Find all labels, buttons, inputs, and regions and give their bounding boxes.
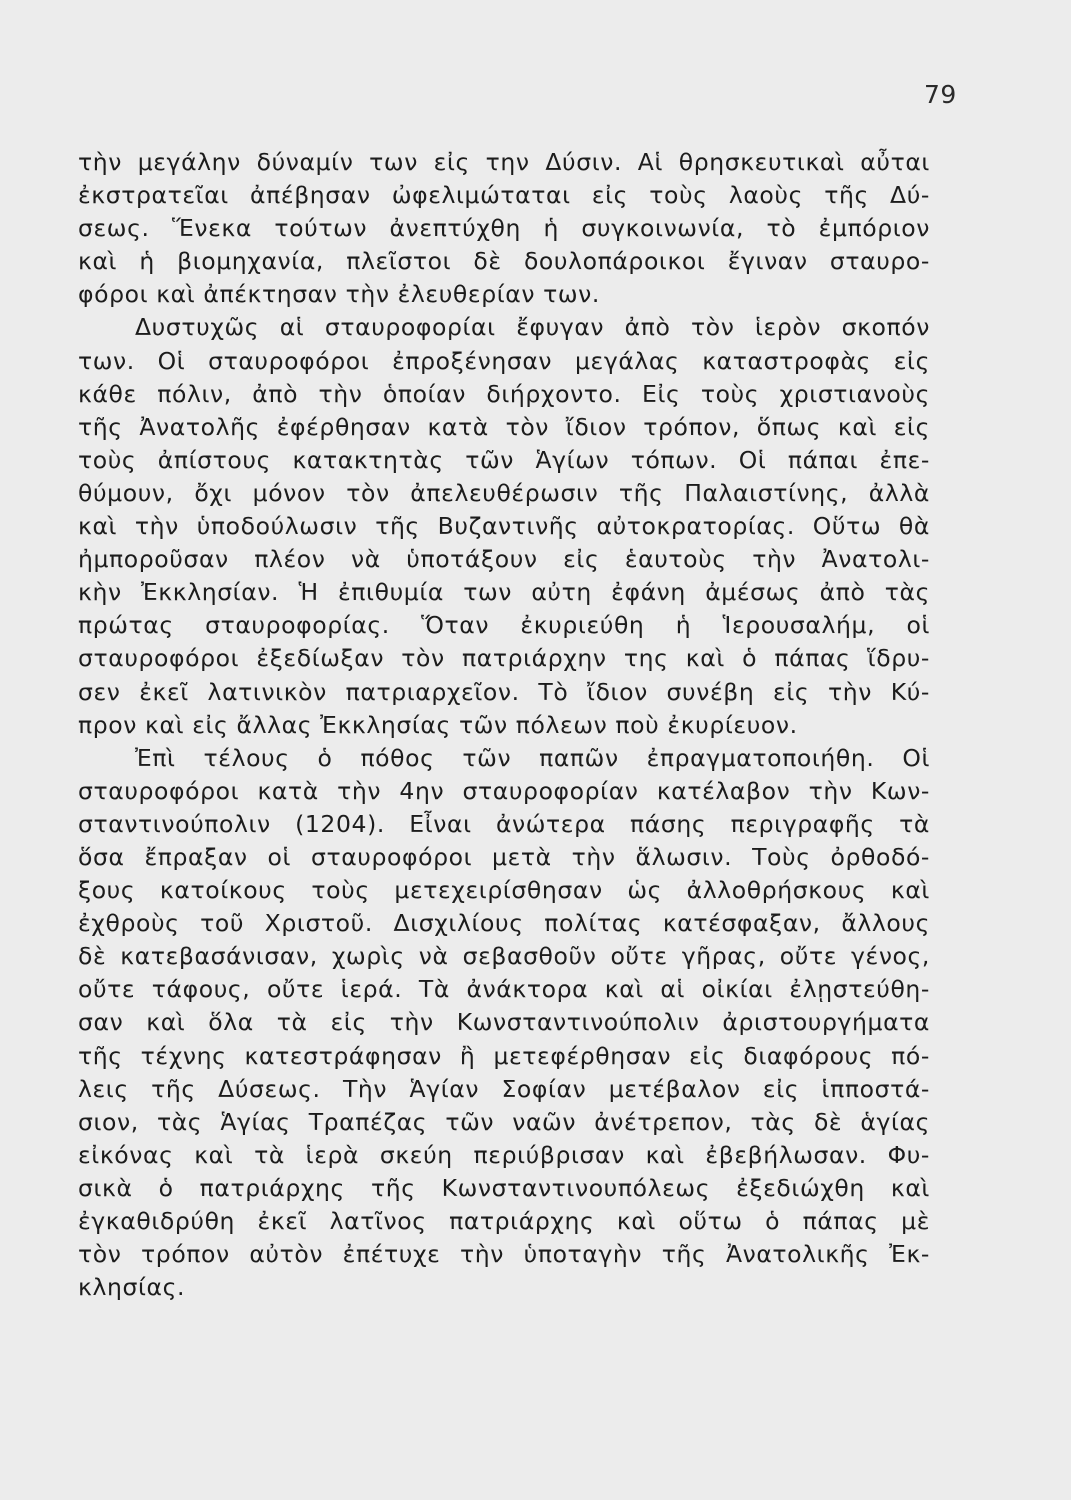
text-line: σταυροφόροι ἐξεδίωξαν τὸν πατριάρχην της καὶ ὁ πάπας ἵδρυ- xyxy=(78,644,930,673)
text-line: λεις τῆς Δύσεως. Τὴν Ἁγίαν Σοφίαν μετέβαλον εἰς ἱπποστά- xyxy=(78,1074,930,1103)
text-line: τῆς τέχνης κατεστράφησαν ἢ μετεφέρθησαν εἰς διαφόρους πό- xyxy=(78,1041,930,1070)
text-line: καὶ ἡ βιομηχανία, πλεῖστοι δὲ δουλοπάροικοι ἔγιναν σταυρο- xyxy=(78,247,930,276)
text-line: φόροι καὶ ἀπέκτησαν τὴν ἐλευθερίαν των. xyxy=(78,280,600,309)
text-line: σικὰ ὁ πατριάρχης τῆς Κωνσταντινουπόλεως ἐξεδιώχθη καὶ xyxy=(78,1173,930,1202)
body-text xyxy=(78,146,930,1304)
text-line: δὲ κατεβασάνισαν, χωρὶς νὰ σεβασθοῦν οὔτε γῆρας, οὔτε γένος, xyxy=(78,942,930,971)
text-line: κάθε πόλιν, ἀπὸ τὴν ὁποίαν διήρχοντο. Εἰς τοὺς χριστιανοὺς xyxy=(78,379,930,408)
text-line: εἰκόνας καὶ τὰ ἱερὰ σκεύη περιύβρισαν καὶ ἐβεβήλωσαν. Φυ- xyxy=(78,1140,930,1169)
text-line: πρώτας σταυροφορίας. Ὅταν ἐκυριεύθη ἡ Ἱερουσαλήμ, οἱ xyxy=(78,611,930,640)
text-line: καὶ τὴν ὑποδούλωσιν τῆς Βυζαντινῆς αὐτοκρατορίας. Οὕτω θὰ xyxy=(78,512,930,541)
text-line: σεν ἐκεῖ λατινικὸν πατριαρχεῖον. Τὸ ἴδιον συνέβη εἰς τὴν Κύ- xyxy=(78,677,930,706)
paragraph-start-line: Ἐπὶ τέλους ὁ πόθος τῶν παπῶν ἐπραγματοποιήθη. Οἱ xyxy=(135,743,930,772)
text-line: οὔτε τάφους, οὔτε ἱερά. Τὰ ἀνάκτορα καὶ αἱ οἰκίαι ἐλῃστεύθη- xyxy=(78,975,930,1004)
paragraph-start-line: Δυστυχῶς αἱ σταυροφορίαι ἔφυγαν ἀπὸ τὸν ἱερὸν σκοπόν xyxy=(135,313,930,342)
text-line: ξους κατοίκους τοὺς μετεχειρίσθησαν ὡς ἀλλοθρήσκους καὶ xyxy=(78,876,930,905)
text-line: σταυροφόροι κατὰ τὴν 4ην σταυροφορίαν κατέλαβον τὴν Κων- xyxy=(78,776,930,805)
text-line: σιον, τὰς Ἁγίας Τραπέζας τῶν ναῶν ἀνέτρεπον, τὰς δὲ ἁγίας xyxy=(78,1107,930,1136)
text-line: ἠμποροῦσαν πλέον νὰ ὑποτάξουν εἰς ἑαυτοὺς τὴν Ἀνατολι- xyxy=(78,545,930,574)
text-line: σαν καὶ ὅλα τὰ εἰς τὴν Κωνσταντινούπολιν ἀριστουργήματα xyxy=(78,1008,930,1037)
text-line: τὴν μεγάλην δύναμίν των εἰς την Δύσιν. Αἱ θρησκευτικαὶ αὖται xyxy=(78,148,930,176)
text-line: τῆς Ἀνατολῆς ἐφέρθησαν κατὰ τὸν ἴδιον τρόπον, ὅπως καὶ εἰς xyxy=(78,412,930,441)
page-number: 79 xyxy=(924,80,957,109)
text-line: προν καὶ εἰς ἄλλας Ἐκκλησίας τῶν πόλεων ποὺ ἐκυρίευον. xyxy=(78,710,798,739)
text-line: κλησίας. xyxy=(78,1273,186,1302)
text-line: σεως. Ἕνεκα τούτων ἀνεπτύχθη ἡ συγκοινωνία, τὸ ἐμπόριον xyxy=(78,214,930,243)
text-line: ἐγκαθιδρύθη ἐκεῖ λατῖνος πατριάρχης καὶ οὕτω ὁ πάπας μὲ xyxy=(78,1207,930,1235)
text-line: ἐκστρατεῖαι ἀπέβησαν ὠφελιμώταται εἰς τοὺς λαοὺς τῆς Δύ- xyxy=(78,181,930,210)
text-line: σταντινούπολιν (1204). Εἶναι ἀνώτερα πάσης περιγραφῆς τὰ xyxy=(78,809,930,838)
text-line: θύμουν, ὄχι μόνον τὸν ἀπελευθέρωσιν τῆς Παλαιστίνης, ἀλλὰ xyxy=(78,478,930,507)
text-line: τὸν τρόπον αὐτὸν ἐπέτυχε τὴν ὑποταγὴν τῆς Ἀνατολικῆς Ἐκ- xyxy=(78,1240,930,1269)
text-line: κὴν Ἐκκλησίαν. Ἡ ἐπιθυμία των αὐτη ἐφάνη ἀμέσως ἀπὸ τὰς xyxy=(78,578,930,607)
text-line: ἐχθροὺς τοῦ Χριστοῦ. Δισχιλίους πολίτας κατέσφαξαν, ἄλλους xyxy=(78,909,930,938)
text-line: τοὺς ἀπίστους κατακτητὰς τῶν Ἁγίων τόπων. Οἱ πάπαι ἐπε- xyxy=(78,445,930,474)
text-line: των. Οἱ σταυροφόροι ἐπροξένησαν μεγάλας καταστροφὰς εἰς xyxy=(78,346,930,375)
text-line: ὅσα ἔπραξαν οἱ σταυροφόροι μετὰ τὴν ἅλωσιν. Τοὺς ὀρθοδό- xyxy=(78,842,930,871)
